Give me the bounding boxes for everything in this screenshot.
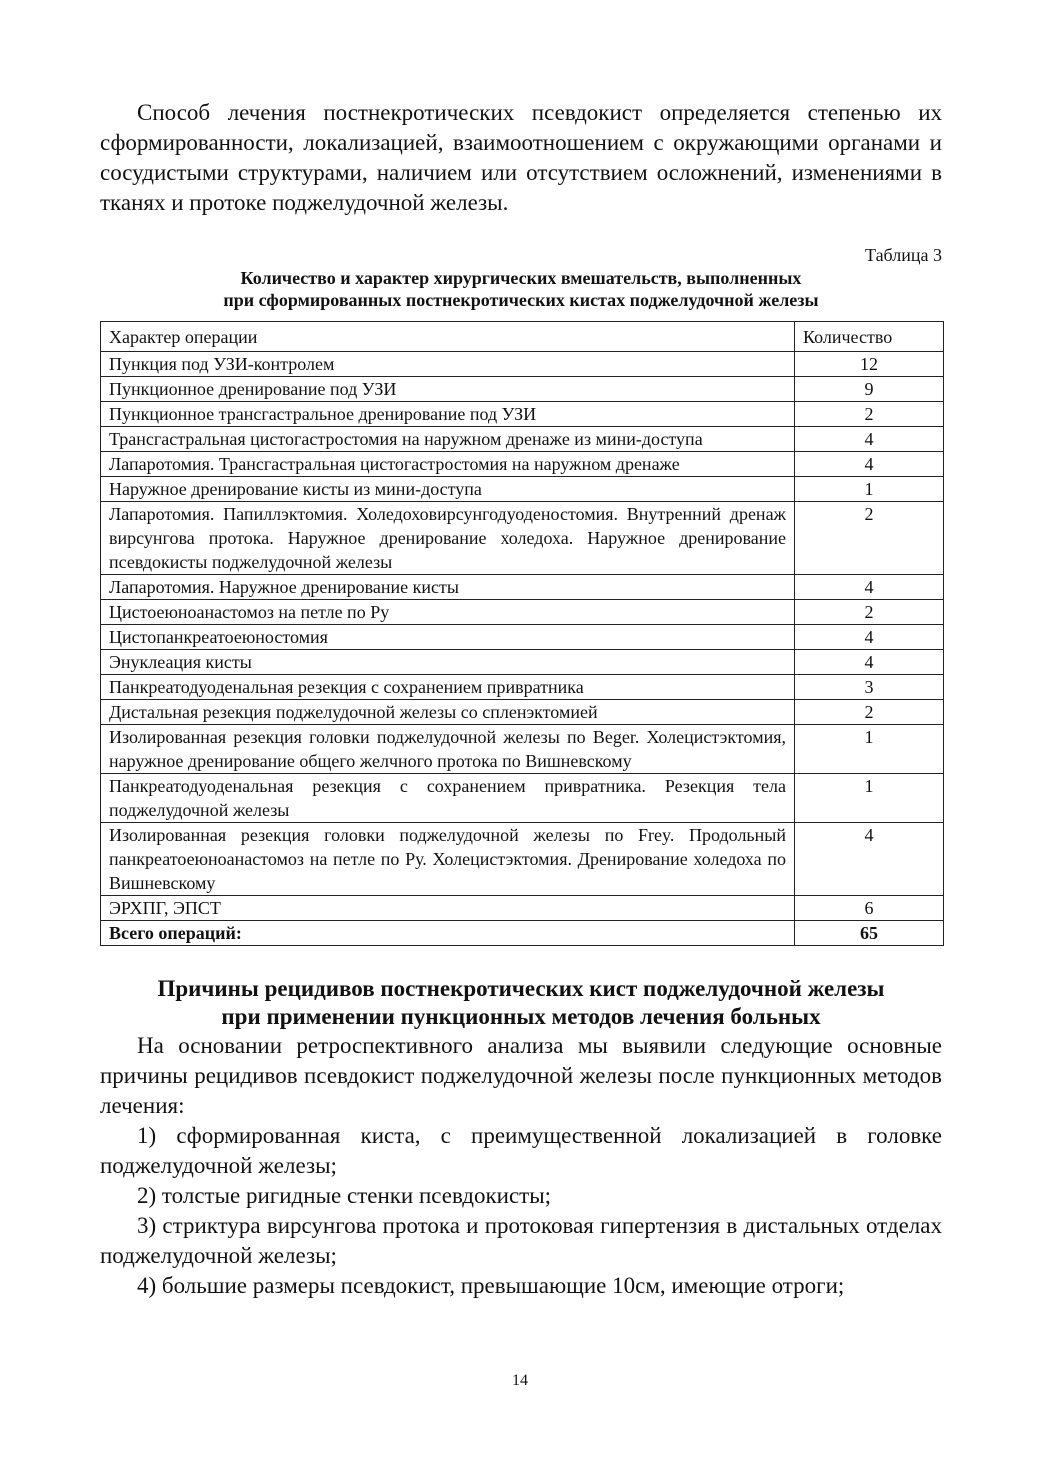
section-body (100, 1031, 942, 1301)
table-row (101, 823, 944, 896)
table-row (101, 477, 944, 502)
table-row (101, 502, 944, 575)
operation-cell: Пункционное трансгастральное дренирование под УЗИ (101, 402, 795, 427)
count-cell: 1 (795, 725, 944, 774)
section-title-line-2: при применении пункционных методов лечения больных (221, 1004, 821, 1029)
operation-cell: Лапаротомия. Наружное дренирование кисты (101, 575, 795, 600)
count-cell: 4 (795, 575, 944, 600)
total-label: Всего операций: (101, 921, 795, 946)
count-cell: 9 (795, 377, 944, 402)
operation-cell: Лапаротомия. Трансгастральная цистогастростомия на наружном дренаже (101, 452, 795, 477)
header-operation: Характер операции (101, 322, 795, 352)
count-cell: 12 (795, 352, 944, 377)
list-item: 3) стриктура вирсунгова протока и протоковая гипертензия в дистальных отделах поджелудочной железы; (100, 1213, 942, 1268)
table-row (101, 725, 944, 774)
count-cell: 4 (795, 650, 944, 675)
count-cell: 4 (795, 823, 944, 896)
table-label: Таблица 3 (865, 245, 942, 265)
table-row (101, 774, 944, 823)
table-row (101, 427, 944, 452)
count-cell: 2 (795, 600, 944, 625)
table-row (101, 650, 944, 675)
operation-cell: Изолированная резекция головки поджелудочной железы по Beger. Холецистэктомия, наружное дренирование общего желчного протока по Вишневскому (101, 725, 795, 774)
count-cell: 4 (795, 452, 944, 477)
list-item: 2) толстые ригидные стенки псевдокисты; (137, 1183, 552, 1208)
operation-cell: Пункция под УЗИ-контролем (101, 352, 795, 377)
section-title (100, 975, 942, 1031)
table-header-row (101, 322, 944, 352)
table-row (101, 600, 944, 625)
count-cell: 6 (795, 896, 944, 921)
total-count: 65 (795, 921, 944, 946)
count-cell: 4 (795, 427, 944, 452)
list-item: 4) большие размеры псевдокист, превышающие 10см, имеющие отроги; (137, 1273, 845, 1298)
count-cell: 2 (795, 402, 944, 427)
operation-cell: Наружное дренирование кисты из мини-доступа (101, 477, 795, 502)
header-count: Количество (795, 322, 944, 352)
table-row (101, 896, 944, 921)
table-row (101, 402, 944, 427)
table-row (101, 452, 944, 477)
operation-cell: ЭРХПГ, ЭПСТ (101, 896, 795, 921)
operation-cell: Цистопанкреатоеюностомия (101, 625, 795, 650)
list-item: 1) сформированная киста, с преимущественной локализацией в головке поджелудочной железы; (100, 1123, 942, 1178)
table-row (101, 625, 944, 650)
page-number: 14 (512, 1372, 528, 1389)
operation-cell: Изолированная резекция головки поджелудочной железы по Frey. Продольный панкреатоеюноанастомоз на петле по Ру. Холецистэктомия. Дренирование холедоха по Вишневскому (101, 823, 795, 896)
document-page (100, 98, 942, 1301)
table-row (101, 675, 944, 700)
table-total-row (101, 921, 944, 946)
operation-cell: Цистоеюноанастомоз на петле по Ру (101, 600, 795, 625)
operation-cell: Панкреатодуоденальная резекция с сохранением привратника. Резекция тела поджелудочной железы (101, 774, 795, 823)
operation-cell: Дистальная резекция поджелудочной железы со спленэктомией (101, 700, 795, 725)
operation-cell: Энуклеация кисты (101, 650, 795, 675)
operation-cell: Трансгастральная цистогастростомия на наружном дренаже из мини-доступа (101, 427, 795, 452)
operation-cell: Пункционное дренирование под УЗИ (101, 377, 795, 402)
intro-paragraph: Способ лечения постнекротических псевдокист определяется степенью их сформированности, локализацией, взаимоотношением с окружающими органами и сосудистыми структурами, наличием или отсутствием осложнений, изменениями в тканях и протоке поджелудочной железы. (100, 100, 942, 215)
table-caption-line-1: Количество и характер хирургических вмешательств, выполненных (240, 268, 802, 288)
count-cell: 3 (795, 675, 944, 700)
section-intro-paragraph: На основании ретроспективного анализа мы выявили следующие основные причины рецидивов псевдокист поджелудочной железы после пункционных методов лечения: (100, 1033, 942, 1118)
table-caption-line-2: при сформированных постнекротических кистах поджелудочной железы (223, 290, 819, 310)
count-cell: 4 (795, 625, 944, 650)
table-row (101, 575, 944, 600)
count-cell: 2 (795, 502, 944, 575)
count-cell: 1 (795, 477, 944, 502)
table-row (101, 352, 944, 377)
table-caption (100, 267, 942, 311)
count-cell: 2 (795, 700, 944, 725)
table-row (101, 700, 944, 725)
count-cell: 1 (795, 774, 944, 823)
table-row (101, 377, 944, 402)
operation-cell: Лапаротомия. Папиллэктомия. Холедоховирсунгодуоденостомия. Внутренний дренаж вирсунгова протока. Наружное дренирование холедоха. Наружное дренирование псевдокисты поджелудочной железы (101, 502, 795, 575)
section-title-line-1: Причины рецидивов постнекротических кист поджелудочной железы (157, 976, 885, 1001)
operation-cell: Панкреатодуоденальная резекция с сохранением привратника (101, 675, 795, 700)
operations-table (100, 321, 944, 946)
